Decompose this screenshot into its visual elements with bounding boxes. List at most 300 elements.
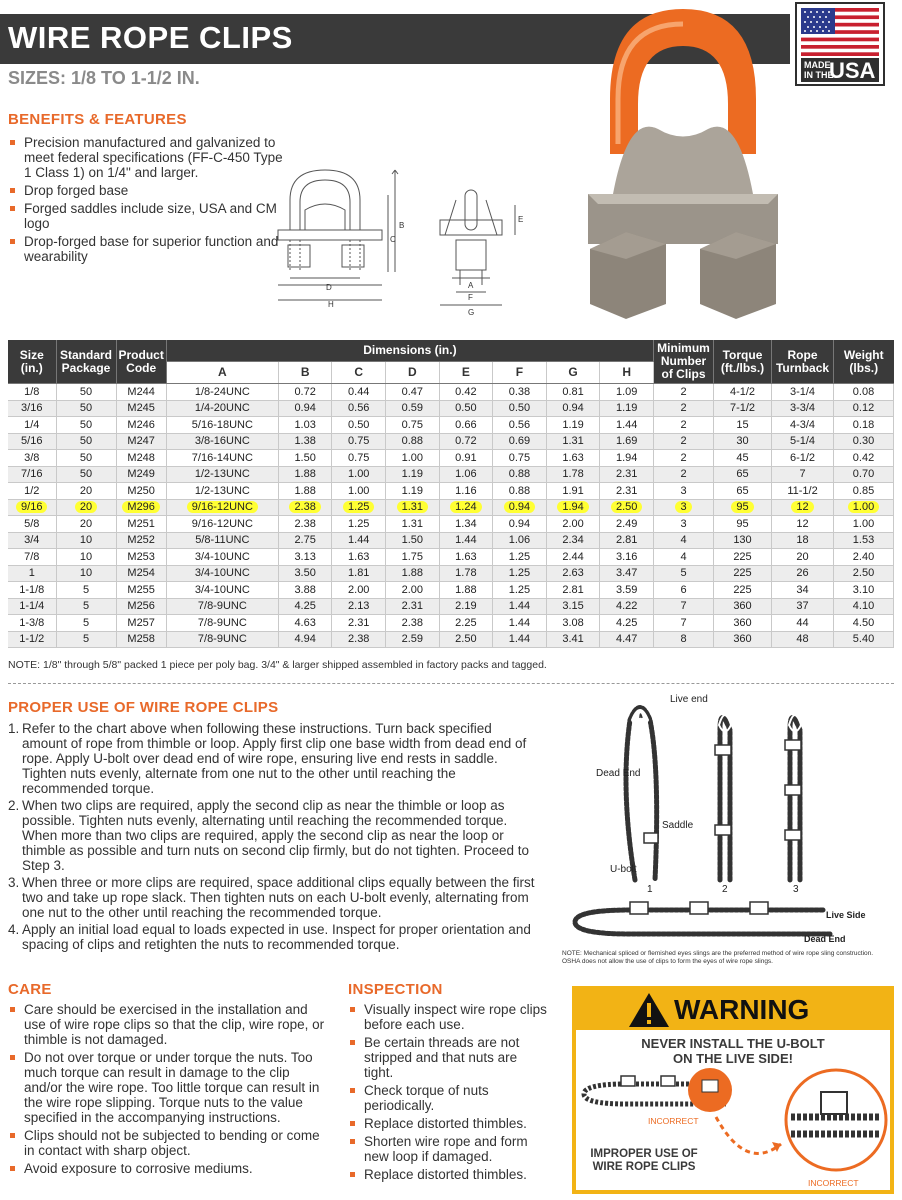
table-row — [8, 582, 894, 599]
table-cell: M257 — [116, 615, 166, 632]
table-cell: 9/16-12UNC — [166, 516, 278, 533]
table-cell: 3.50 — [278, 565, 332, 582]
table-cell: 2.59 — [386, 631, 440, 648]
step-number: 2. — [8, 798, 20, 813]
table-cell: 1/2-13UNC — [166, 466, 278, 483]
figure-note: NOTE: Mechanical spliced or flemished eyes slings are the preferred method of wire rope sling construction. OSHA does not allow the use of clips to form the eyes of wire rope slings. — [562, 950, 874, 965]
table-cell: 34 — [772, 582, 834, 599]
table-cell: 2.38 — [332, 631, 386, 648]
table-cell: 2.00 — [546, 516, 600, 533]
inspection-heading: INSPECTION — [348, 981, 443, 998]
table-cell: 7/8-9UNC — [166, 615, 278, 632]
table-cell: 0.75 — [386, 417, 440, 434]
table-cell: 2.00 — [386, 582, 440, 599]
usa-label — [801, 58, 879, 82]
table-cell: 65 — [714, 483, 772, 500]
table-cell: 0.88 — [493, 483, 547, 500]
list-item: Drop forged base — [8, 183, 283, 198]
table-cell: 2.31 — [332, 615, 386, 632]
list-item — [8, 922, 538, 952]
col-header-package: Standard Package — [56, 340, 116, 384]
table-cell: 0.38 — [493, 384, 547, 401]
sizes-subtitle: SIZES: 1/8 TO 1-1/2 IN. — [8, 68, 200, 88]
table-cell: 1.03 — [278, 417, 332, 434]
usa-text: USA — [829, 58, 876, 83]
table-row — [8, 598, 894, 615]
table-cell: 50 — [56, 466, 116, 483]
table-cell: 1.31 — [546, 433, 600, 450]
table-cell: 1.31 — [386, 499, 440, 516]
list-item: Do not over torque or under torque the nuts. Too much torque can result in damage to the clip and/or the wire rope. Too little torque can result in the wire rope slipping. Torque nuts to the value specified in the accompanying instructions. — [8, 1050, 328, 1125]
table-cell: 1.44 — [493, 598, 547, 615]
list-item — [8, 721, 538, 796]
table-cell: 2.38 — [386, 615, 440, 632]
table-cell: 20 — [772, 549, 834, 566]
table-cell: 0.75 — [493, 450, 547, 467]
table-cell: 1.75 — [386, 549, 440, 566]
made-in-the-text: MADE IN THE — [804, 60, 834, 80]
list-item: Be certain threads are not stripped and that nuts are tight. — [348, 1035, 548, 1080]
table-cell: 2.31 — [386, 598, 440, 615]
table-cell: 4 — [654, 549, 714, 566]
table-cell: 5 — [56, 631, 116, 648]
dim-label-g: G — [468, 308, 475, 317]
table-cell: 0.88 — [493, 466, 547, 483]
proper-use-steps — [8, 721, 538, 954]
list-item: Precision manufactured and galvanized to meet federal specifications (FF-C-450 Type 1 Class 1) on 1/4" and larger. — [8, 135, 283, 180]
table-cell: 0.94 — [493, 499, 547, 516]
table-cell: 1.78 — [439, 565, 493, 582]
table-cell: M258 — [116, 631, 166, 648]
table-row — [8, 516, 894, 533]
table-cell: 225 — [714, 582, 772, 599]
table-cell: 0.66 — [439, 417, 493, 434]
specifications-table — [8, 340, 894, 648]
table-cell: 1.91 — [546, 483, 600, 500]
warning-triangle-icon — [628, 992, 670, 1028]
list-item: Visually inspect wire rope clips before each use. — [348, 1002, 548, 1032]
table-cell: 1.44 — [493, 631, 547, 648]
table-cell: 2.00 — [332, 582, 386, 599]
rope-installation-figure — [560, 690, 895, 955]
table-cell: M251 — [116, 516, 166, 533]
col-header-min-clips: Minimum Number of Clips — [654, 340, 714, 384]
table-cell: 360 — [714, 615, 772, 632]
page-title: WIRE ROPE CLIPS — [8, 20, 293, 55]
table-cell: M250 — [116, 483, 166, 500]
table-cell: 2.81 — [546, 582, 600, 599]
table-cell: 3-1/4 — [772, 384, 834, 401]
table-cell: 0.94 — [493, 516, 547, 533]
table-cell: 225 — [714, 549, 772, 566]
table-cell: 3/4-10UNC — [166, 565, 278, 582]
table-cell: M254 — [116, 565, 166, 582]
table-cell: 5 — [56, 582, 116, 599]
table-cell: M256 — [116, 598, 166, 615]
table-cell: 1.00 — [332, 466, 386, 483]
step-text: Apply an initial load equal to loads expected in use. Inspect for proper orientation and spacing of clips and retighten the nuts to recommended torque. — [22, 922, 531, 952]
fig-dead-end-label: Dead End — [596, 768, 641, 779]
table-cell: 50 — [56, 400, 116, 417]
table-cell: 7/8 — [8, 549, 56, 566]
fig-step-3: 3 — [793, 884, 799, 895]
table-cell: 1.88 — [439, 582, 493, 599]
step-number: 4. — [8, 922, 20, 937]
table-cell: 2.40 — [834, 549, 894, 566]
improper-use-label: IMPROPER USE OF WIRE ROPE CLIPS — [590, 1148, 698, 1173]
step-text: When three or more clips are required, space additional clips equally between the first two and take up rope slack. Then tighten nuts on each U-bolt evenly, alternating from one nut to the other until reaching the recommended torque. — [22, 875, 535, 920]
table-cell: 48 — [772, 631, 834, 648]
table-cell: 3/16 — [8, 400, 56, 417]
made-in-usa-badge — [795, 2, 885, 86]
table-cell: 7/16-14UNC — [166, 450, 278, 467]
col-header-size: Size (in.) — [8, 340, 56, 384]
table-cell: 0.75 — [332, 433, 386, 450]
table-cell: 1.94 — [546, 499, 600, 516]
step-text: When two clips are required, apply the second clip as near the thimble or loop as possible. Tighten nuts evenly, alternating until reaching the recommended torque. When more than two clips are required, apply the second clip as near the loop or thimble as possible and turn nuts on second clip firmly, but do not tighten. Proceed to Step 3. — [22, 798, 530, 873]
table-row — [8, 532, 894, 549]
table-cell: 1.69 — [600, 433, 654, 450]
warning-line-2: ON THE LIVE SIDE! — [673, 1051, 793, 1066]
table-cell: 50 — [56, 417, 116, 434]
table-cell: 95 — [714, 516, 772, 533]
table-cell: M296 — [116, 499, 166, 516]
list-item: Drop-forged base for superior function and wearability — [8, 234, 283, 264]
fig-live-end-label: Live end — [670, 694, 708, 705]
table-cell: 0.75 — [332, 450, 386, 467]
table-cell: M244 — [116, 384, 166, 401]
section-divider — [8, 683, 894, 684]
col-header-d: D — [386, 361, 440, 383]
table-cell: 18 — [772, 532, 834, 549]
table-cell: 3.16 — [600, 549, 654, 566]
table-cell: 1/2-13UNC — [166, 483, 278, 500]
fig-saddle-label: Saddle — [662, 820, 694, 831]
table-cell: 4.47 — [600, 631, 654, 648]
step-number: 3. — [8, 875, 20, 890]
table-cell: 4.25 — [278, 598, 332, 615]
fig-ubolt-label: U-bolt — [610, 864, 637, 875]
table-cell: 5 — [56, 615, 116, 632]
table-cell: 2.38 — [278, 499, 332, 516]
table-cell: 1.88 — [386, 565, 440, 582]
incorrect-label-1: INCORRECT — [648, 1116, 699, 1126]
table-cell: 1.44 — [600, 417, 654, 434]
table-cell: 1/8-24UNC — [166, 384, 278, 401]
table-cell: 7 — [772, 466, 834, 483]
table-cell: 3.41 — [546, 631, 600, 648]
table-cell: 0.56 — [493, 417, 547, 434]
table-cell: 2 — [654, 417, 714, 434]
table-cell: 0.88 — [386, 433, 440, 450]
table-cell: 1.31 — [386, 516, 440, 533]
table-cell: 1.50 — [386, 532, 440, 549]
table-row — [8, 450, 894, 467]
table-cell: 1.88 — [278, 466, 332, 483]
table-row — [8, 417, 894, 434]
table-cell: 2.31 — [600, 466, 654, 483]
table-cell: 3 — [654, 499, 714, 516]
table-cell: 1.25 — [493, 549, 547, 566]
table-cell: 2.25 — [439, 615, 493, 632]
step-text: Refer to the chart above when following these instructions. Turn back specified amount of rope from thimble or loop. Apply first clip one base width from dead end of rope. Apply U-bolt over dead end of wire rope, ensuring live end rests in saddle. Tighten nuts evenly, alternate from one nut to the other until reaching the recommended torque. — [22, 721, 527, 796]
table-cell: 1-1/8 — [8, 582, 56, 599]
table-cell: 1/8 — [8, 384, 56, 401]
table-cell: 1.25 — [332, 499, 386, 516]
table-cell: 3.13 — [278, 549, 332, 566]
col-header-h: H — [600, 361, 654, 383]
table-body — [8, 384, 894, 648]
table-cell: 2.49 — [600, 516, 654, 533]
table-cell: 7/16 — [8, 466, 56, 483]
table-cell: M253 — [116, 549, 166, 566]
table-cell: 20 — [56, 516, 116, 533]
table-cell: 1.34 — [439, 516, 493, 533]
table-cell: 0.70 — [834, 466, 894, 483]
list-item: Avoid exposure to corrosive mediums. — [8, 1161, 328, 1176]
table-row — [8, 499, 894, 516]
table-cell: 1/2 — [8, 483, 56, 500]
col-header-a: A — [166, 361, 278, 383]
table-cell: 0.94 — [546, 400, 600, 417]
table-cell: 3.88 — [278, 582, 332, 599]
benefits-list — [8, 135, 283, 267]
table-cell: 1.78 — [546, 466, 600, 483]
table-cell: 20 — [56, 483, 116, 500]
table-cell: 1.16 — [439, 483, 493, 500]
table-cell: 0.91 — [439, 450, 493, 467]
table-cell: 360 — [714, 631, 772, 648]
table-cell: 3.15 — [546, 598, 600, 615]
table-cell: 0.85 — [834, 483, 894, 500]
table-cell: 0.44 — [332, 384, 386, 401]
table-cell: 4-1/2 — [714, 384, 772, 401]
list-item: Clips should not be subjected to bending or come in contact with sharp object. — [8, 1128, 328, 1158]
table-cell: 1.24 — [439, 499, 493, 516]
table-cell: 8 — [654, 631, 714, 648]
table-cell: 4 — [654, 532, 714, 549]
table-cell: 2.50 — [834, 565, 894, 582]
table-cell: 1.63 — [332, 549, 386, 566]
warning-title: WARNING — [674, 994, 810, 1025]
list-item: Shorten wire rope and form new loop if damaged. — [348, 1134, 548, 1164]
proper-use-heading: PROPER USE OF WIRE ROPE CLIPS — [8, 699, 279, 716]
table-cell: M245 — [116, 400, 166, 417]
table-cell: 360 — [714, 598, 772, 615]
table-cell: 2.50 — [600, 499, 654, 516]
list-item: Care should be exercised in the installation and use of wire rope clips so that the clip, wire rope, or thimble is not damaged. — [8, 1002, 328, 1047]
table-cell: 2.81 — [600, 532, 654, 549]
table-cell: 5 — [56, 598, 116, 615]
table-cell: M247 — [116, 433, 166, 450]
benefits-heading: BENEFITS & FEATURES — [8, 111, 187, 128]
table-cell: 0.42 — [834, 450, 894, 467]
table-cell: 0.59 — [386, 400, 440, 417]
col-header-b: B — [278, 361, 332, 383]
table-cell: 0.08 — [834, 384, 894, 401]
dim-label-a: A — [468, 281, 474, 290]
table-row — [8, 433, 894, 450]
table-cell: 11-1/2 — [772, 483, 834, 500]
table-cell: M246 — [116, 417, 166, 434]
table-cell: 0.47 — [386, 384, 440, 401]
warning-line-1: NEVER INSTALL THE U-BOLT — [641, 1036, 825, 1051]
table-cell: 9/16 — [8, 499, 56, 516]
table-cell: 3.10 — [834, 582, 894, 599]
table-cell: 225 — [714, 565, 772, 582]
table-cell: 0.42 — [439, 384, 493, 401]
table-cell: 6-1/2 — [772, 450, 834, 467]
table-cell: 3/4-10UNC — [166, 549, 278, 566]
table-cell: 5/16-18UNC — [166, 417, 278, 434]
table-cell: 10 — [56, 565, 116, 582]
table-cell: 1.44 — [493, 615, 547, 632]
care-heading: CARE — [8, 981, 52, 998]
table-cell: 7/8-9UNC — [166, 631, 278, 648]
col-header-f: F — [493, 361, 547, 383]
table-cell: 0.56 — [332, 400, 386, 417]
care-list — [8, 1002, 328, 1179]
table-cell: 2.44 — [546, 549, 600, 566]
table-cell: 3 — [654, 516, 714, 533]
list-item — [8, 875, 538, 920]
table-cell: 1.53 — [834, 532, 894, 549]
table-cell: 1.44 — [332, 532, 386, 549]
table-cell: M255 — [116, 582, 166, 599]
table-cell: 0.72 — [278, 384, 332, 401]
dim-label-f: F — [468, 293, 473, 302]
table-cell: 130 — [714, 532, 772, 549]
table-cell: 5/8 — [8, 516, 56, 533]
table-cell: 2 — [654, 466, 714, 483]
warning-box — [572, 986, 894, 1194]
table-cell: 1.19 — [600, 400, 654, 417]
table-cell: 5/16 — [8, 433, 56, 450]
usa-flag-icon — [801, 8, 879, 56]
table-cell: 3.08 — [546, 615, 600, 632]
wire-rope-clip-photo — [568, 4, 798, 322]
table-cell: 4.10 — [834, 598, 894, 615]
table-cell: 20 — [56, 499, 116, 516]
table-cell: 50 — [56, 433, 116, 450]
table-cell: 2.34 — [546, 532, 600, 549]
table-cell: 7/8-9UNC — [166, 598, 278, 615]
table-cell: 10 — [56, 532, 116, 549]
table-cell: 44 — [772, 615, 834, 632]
table-cell: 0.30 — [834, 433, 894, 450]
warning-banner — [576, 990, 890, 1030]
table-row — [8, 631, 894, 648]
table-cell: 0.94 — [278, 400, 332, 417]
table-cell: 1.00 — [386, 450, 440, 467]
dim-label-c: C — [390, 235, 396, 244]
table-cell: 1.06 — [439, 466, 493, 483]
table-cell: 1.25 — [493, 582, 547, 599]
table-cell: 1.25 — [332, 516, 386, 533]
col-header-torque: Torque (ft./lbs.) — [714, 340, 772, 384]
table-cell: 1-1/4 — [8, 598, 56, 615]
table-cell: 1.06 — [493, 532, 547, 549]
col-header-weight: Weight (lbs.) — [834, 340, 894, 384]
table-cell: 50 — [56, 384, 116, 401]
list-item — [8, 798, 538, 873]
table-cell: 3.47 — [600, 565, 654, 582]
table-cell: 2.19 — [439, 598, 493, 615]
table-cell: 1.94 — [600, 450, 654, 467]
table-note: NOTE: 1/8" through 5/8" packed 1 piece per poly bag. 3/4" & larger shipped assembled in factory packs and tagged. — [8, 659, 547, 671]
table-cell: 2 — [654, 450, 714, 467]
table-cell: 2.31 — [600, 483, 654, 500]
table-cell: 50 — [56, 450, 116, 467]
table-cell: 5 — [654, 565, 714, 582]
dim-label-e: E — [518, 215, 524, 224]
table-cell: 1.19 — [386, 483, 440, 500]
table-row — [8, 466, 894, 483]
table-cell: 3.59 — [600, 582, 654, 599]
table-cell: 2.13 — [332, 598, 386, 615]
table-cell: 1/4-20UNC — [166, 400, 278, 417]
table-cell: 1.81 — [332, 565, 386, 582]
table-cell: 2 — [654, 400, 714, 417]
table-cell: 1.00 — [834, 499, 894, 516]
step-number: 1. — [8, 721, 20, 736]
table-cell: 0.50 — [332, 417, 386, 434]
table-cell: 1-3/8 — [8, 615, 56, 632]
list-item: Check torque of nuts periodically. — [348, 1083, 548, 1113]
table-cell: 37 — [772, 598, 834, 615]
table-cell: 2.50 — [439, 631, 493, 648]
table-cell: 2 — [654, 433, 714, 450]
table-cell: 0.12 — [834, 400, 894, 417]
table-row — [8, 483, 894, 500]
table-cell: 1.25 — [493, 565, 547, 582]
col-header-e: E — [439, 361, 493, 383]
incorrect-label-2: INCORRECT — [808, 1178, 859, 1188]
table-cell: 0.50 — [439, 400, 493, 417]
table-cell: 1.00 — [834, 516, 894, 533]
dim-label-d: D — [326, 283, 332, 292]
table-cell: 1.09 — [600, 384, 654, 401]
inspection-list — [348, 1002, 548, 1185]
col-header-code: Product Code — [116, 340, 166, 384]
table-cell: 0.18 — [834, 417, 894, 434]
table-row — [8, 565, 894, 582]
table-cell: 1.88 — [278, 483, 332, 500]
table-cell: 4.63 — [278, 615, 332, 632]
table-cell: 95 — [714, 499, 772, 516]
table-cell: 0.69 — [493, 433, 547, 450]
table-cell: 1.38 — [278, 433, 332, 450]
dim-label-b: B — [399, 221, 405, 230]
table-cell: 2.75 — [278, 532, 332, 549]
table-cell: 4.50 — [834, 615, 894, 632]
table-cell: 3/4-10UNC — [166, 582, 278, 599]
table-cell: 3/4 — [8, 532, 56, 549]
table-cell: 26 — [772, 565, 834, 582]
table-cell: 1.50 — [278, 450, 332, 467]
col-header-g: G — [546, 361, 600, 383]
table-cell: 3-3/4 — [772, 400, 834, 417]
dim-label-h: H — [328, 300, 334, 309]
table-cell: 4.22 — [600, 598, 654, 615]
table-cell: 1.44 — [439, 532, 493, 549]
table-cell: M249 — [116, 466, 166, 483]
table-cell: 5.40 — [834, 631, 894, 648]
table-cell: 0.81 — [546, 384, 600, 401]
table-cell: 2 — [654, 384, 714, 401]
list-item: Replace distorted thimbles. — [348, 1167, 548, 1182]
table-cell: 2.63 — [546, 565, 600, 582]
